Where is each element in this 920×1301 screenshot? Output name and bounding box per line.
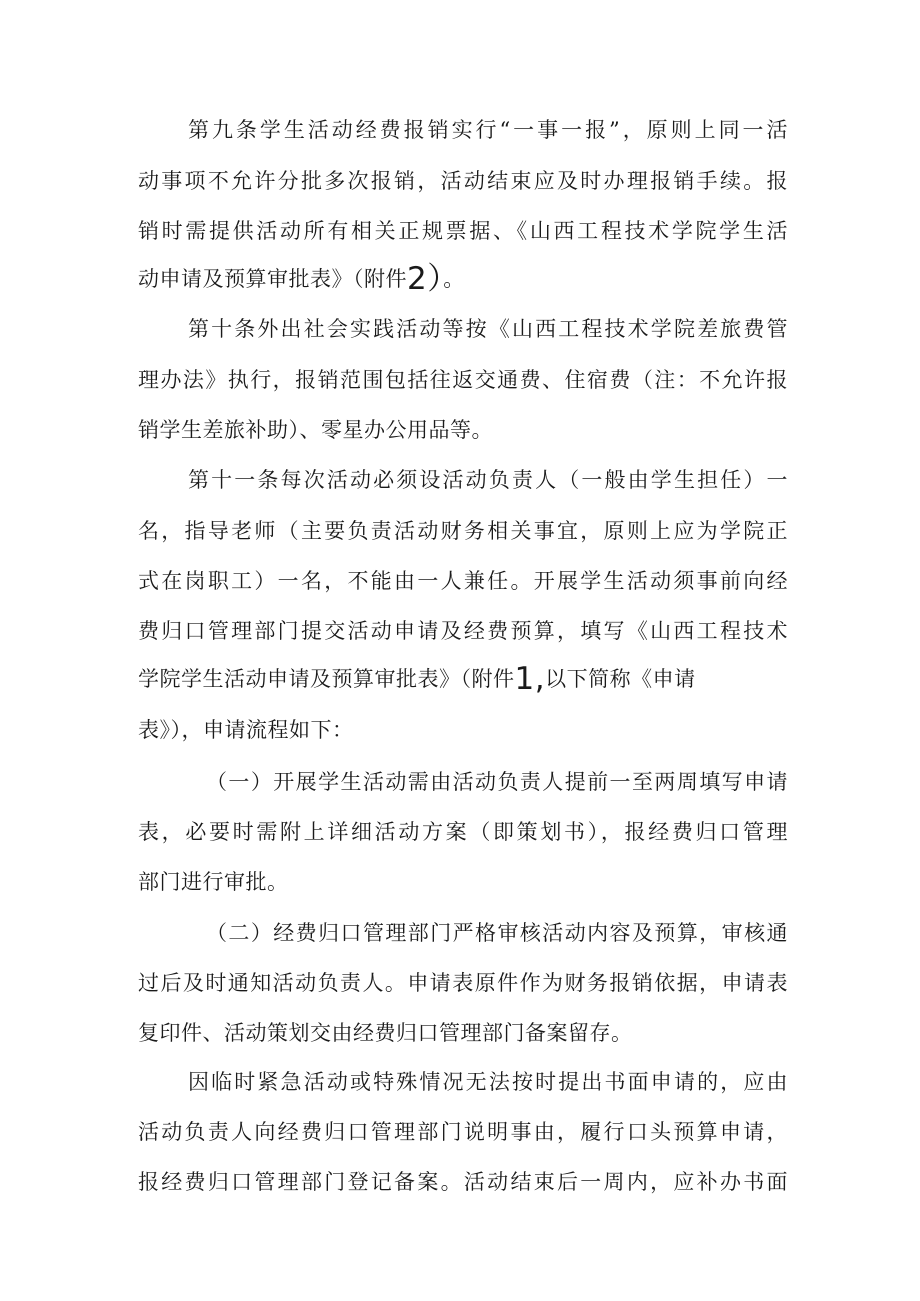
article-11-line-5-end: 以下简称《申请 [545,667,696,691]
attachment-number: 2） [407,261,444,297]
article-9-line-4-end: 。 [443,267,465,291]
emergency-line-1: 因临时紧急活动或特殊情况无法按时提出书面申请的，应由 [188,1070,788,1094]
article-11-line-3: 式在岗职工）一名，不能由一人兼任。开展学生活动须事前向经 [138,569,788,593]
article-11-line-6: 表》），申请流程如下： [138,718,354,742]
article-9-line-2: 动事项不允许分批多次报销，活动结束应及时办理报销手续。报 [138,169,788,193]
article-10-line-1: 第十条外出社会实践活动等按《山西工程技术学院差旅费管 [188,317,788,341]
article-9-line-4-text: 动申请及预算审批表》（附件 [138,267,407,291]
article-11-line-2: 名，指导老师（主要负责活动财务相关事宜，原则上应为学院正 [138,519,788,543]
item-1-line-1: （一）开展学生活动需由活动负责人提前一至两周填写申请 [206,770,788,794]
article-11-line-4: 费归口管理部门提交活动申请及经费预算，填写《山西工程技术 [138,619,788,643]
item-1-line-3: 部门进行审批。 [138,870,289,894]
emergency-line-3: 报经费归口管理部门登记备案。活动结束后一周内，应补办书面 [138,1170,788,1194]
article-10-line-2: 理办法》执行，报销范围包括往返交通费、住宿费（注：不允许报 [138,368,788,392]
article-11-line-5-text: 学院学生活动申请及预算审批表》（附件 [138,667,515,691]
article-9-line-3: 销时需提供活动所有相关正规票据、《山西工程技术学院学生活 [138,219,788,243]
item-2-line-1: （二）经费归口管理部门严格审核活动内容及预算，审核通 [206,921,788,945]
article-11-line-1: 第十一条每次活动必须设活动负责人（一般由学生担任）一 [188,468,788,492]
item-2-line-3: 复印件、活动策划交由经费归口管理部门备案留存。 [138,1021,633,1045]
item-2-line-2: 过后及时通知活动负责人。申请表原件作为财务报销依据，申请表 [138,971,788,995]
article-10-line-3: 销学生差旅补助）、零星办公用品等。 [138,418,493,442]
item-1-line-2: 表，必要时需附上详细活动方案（即策划书），报经费归口管理 [138,820,788,844]
article-9-line-4 [138,259,788,299]
attachment-number: 1, [514,661,546,697]
emergency-line-2: 活动负责人向经费归口管理部门说明事由，履行口头预算申请， [138,1120,788,1144]
article-11-line-5 [138,659,788,699]
article-9-line-1: 第九条学生活动经费报销实行“一事一报”，原则上同一活 [188,118,788,142]
